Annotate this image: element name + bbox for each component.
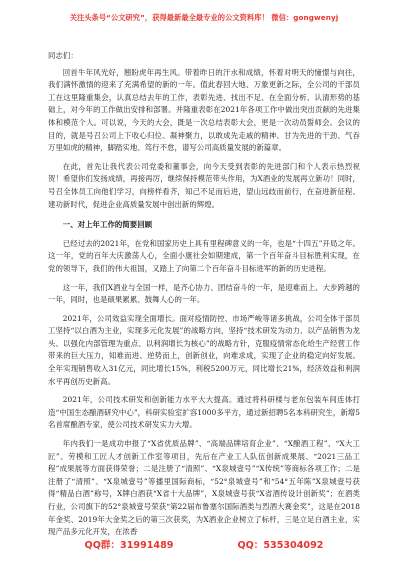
banner-text: 关注头条号“公文研究”，获得最新最全最专业的公文资料库！ 微信：gongwenyj [69, 13, 339, 22]
paragraph: 2021年，公司效益实现全面增长。面对疫情防控、市场严峻等诸多挑战，公司全体干部员工坚持“以白酒为主业，实现多元化发展”的战略方向，坚持“技术研发为动力、以产品销售为龙头、以强化内部管理为重点、以利润增长为核心”的战略方针，克服疫情常态化给生产经营工作带来的巨大压力，知难而进、逆势而上，创新创业，向难求成，实现了企业的稳定向好发展。全年实现销售收入31亿元，同比增长15%，利税5200万元，同比增长21%，经济效益和利润水平再创历史新高。 [48, 313, 360, 386]
paragraph: 这一年，我们X酒业与全国一样，是齐心协力、团结奋斗的一年，是迎难而上、大步跨越的一年，同时，也是硕果累累、鼓舞人心的一年。 [48, 282, 360, 305]
paragraph: 已经过去的2021年，在党和国家历史上具有里程碑意义的一年，也是“十四五”开局之年。这一年，党的百年大庆激荡人心，全面小康社会如期建成，第一个百年奋斗目标胜利实现，在党的领导下，我们的伟大祖国，又踏上了向第二个百年奋斗目标进军的新的历史进程。 [48, 238, 360, 273]
document-body [48, 50, 360, 539]
qq-number: QQ：535304092 [237, 540, 324, 551]
qq-group-number: QQ群：31991489 [84, 540, 174, 551]
paragraph: 年内我们一是成功申报了“X省优质品牌”、“高端品牌培育企业”、“X酿酒工程”、“X大工匠”、劳模和工匠人才创新工作室等项目，先后在产业工人队伍创新成果展、“2021三品工程”成果展等方面获得荣誉；二是注册了“清照”、“X泉城壹号”“X传统”等商标各项工作；二是注册了“清照”、“X泉城壹号”等播里国际商标，“52°泉城壹号”和“54°五年陈”X泉城壹号获得“精品白酒”称号，X牌白酒获“X省十大品牌”，X泉城壹号获“X省酒传设计创新奖”；在酒类行业，公司旗下的52°泉城壹号荣获“第22届布鲁塞尔国际酒类与烈酒大赛金奖”，这是在2018年金奖、2019年大金奖之后的第三次获奖，为X酒业企业树立了标杆，三是立足白酒主业，实现产品多元化开发，在浓香 [48, 439, 360, 537]
section-heading: 一、对上年工作的简要回顾 [62, 220, 153, 230]
paragraph: 在此，首先让我代表公司党委和董事会，向今天受到表彰的先进部门和个人表示热烈祝贺！希望你们发扬成绩，再接再厉，继续保持模范带头作用，为X酒业的发展再立新功！同时，号召全体员工向他们学习，向榜样看齐，知己不足而后进，望山远歧而前行，在奋进新征程、建功新时代，促进企业高质量发展中创出新的辉煌。 [48, 161, 360, 209]
header-banner [48, 0, 360, 36]
paragraph: 回首牛年风光好，翘盼虎年再生风。带着昨日的汗水和成绩，怀着对明天的憧憬与向往，我们满怀激情的迎来了充满希望的新的一年。值此春回大地、万象更新之际，全公司的干部员工在这里隆重集会，认真总结去年的工作，表彰先进、找出不足、在全面分析、认清形势的基础上，对今年的工作做出安排和部署。并隆重表彰在2021年各项工作中做出突出贡献的先进集体和模范个人。可以说，今天的大会，既是一次总结表彰大会，更是一次动员誓师会。会议的目的，就是号召公司上下收心归位、凝神聚力，以敢成先走戚的精神、甘为先进的干劲、气吞万里如虎的精神，脚踏实地、笃行不怠，谱写公司高质量发展的新篇章。 [48, 67, 360, 153]
footer-contact [48, 536, 360, 552]
salutation: 同志们： [48, 51, 78, 60]
paragraph: 2021年，公司技术研发和创新能力水平大大提高。通过将科研楼与老东包装车间连体打造“中国生态酿酒研究中心”，科研实验室扩容1000多平方，通过新招聘5名本科研究生，新增5名首席酿酒专家，使公司技术研发实力大增。 [48, 395, 360, 430]
